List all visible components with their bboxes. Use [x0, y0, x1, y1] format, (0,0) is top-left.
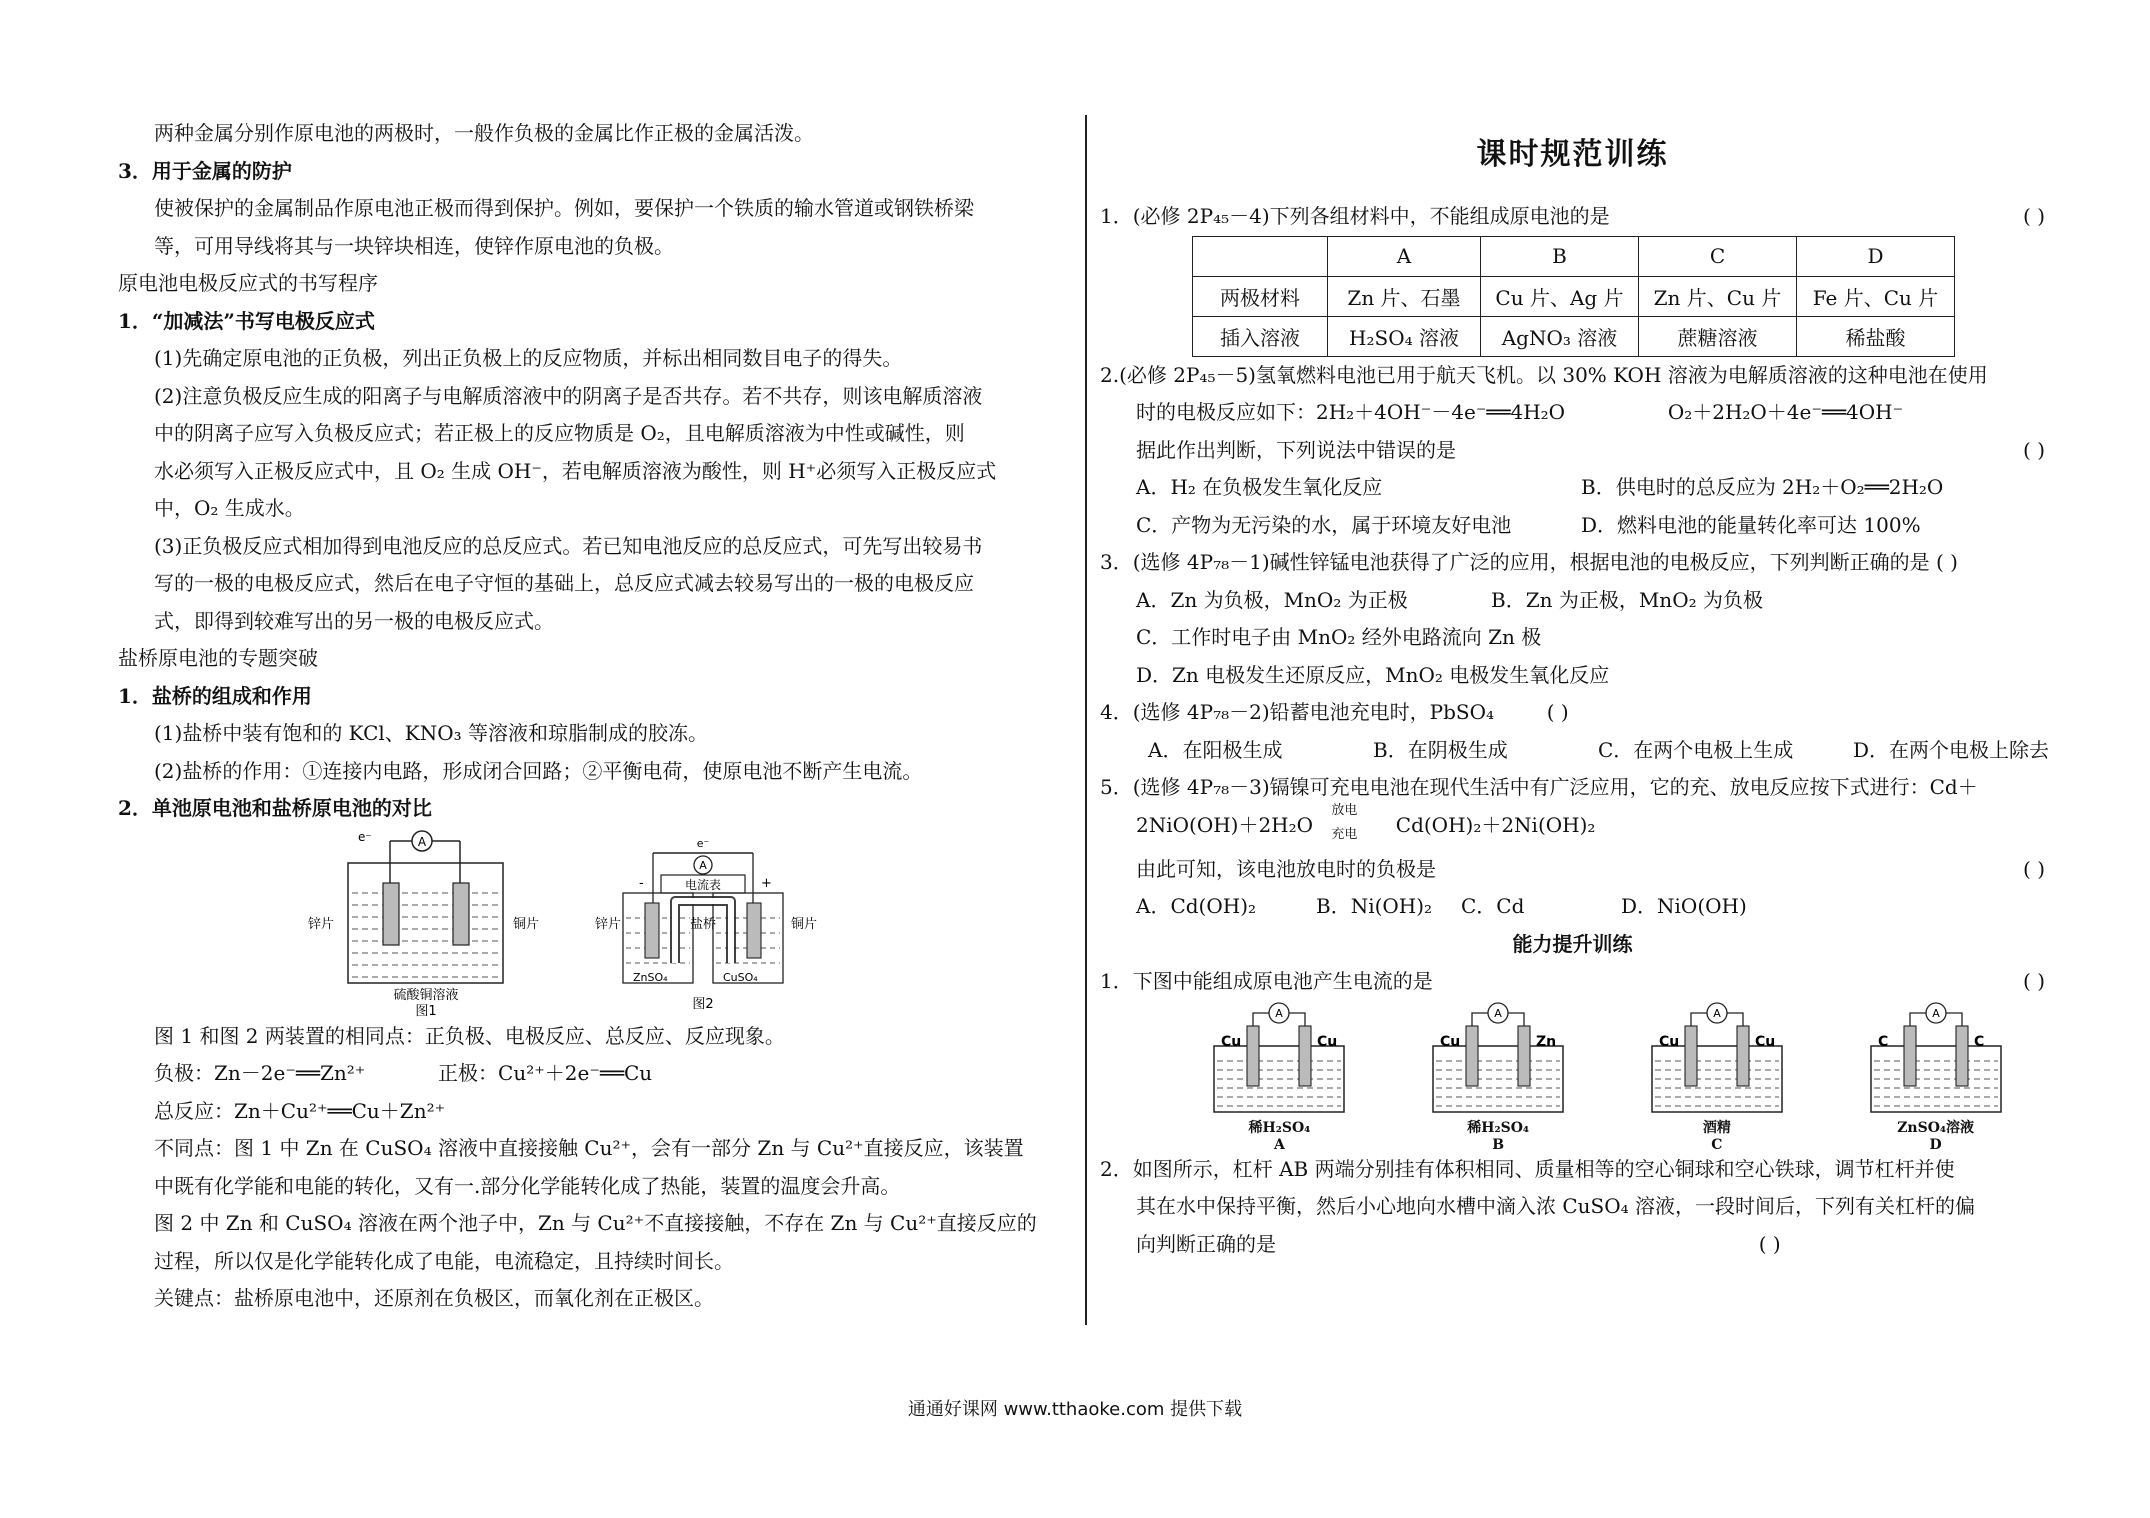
cell-diagram — [1199, 1001, 1359, 1116]
text-line: 等，可用导线将其与一块锌块相连，使锌作原电池的负极。 — [154, 233, 674, 258]
zinc-label: 锌片 — [308, 916, 335, 932]
question-3 — [1100, 544, 2045, 582]
text-line: 图 1 和图 2 两装置的相同点：正负极、电极反应、总反应、反应现象。 — [154, 1023, 785, 1048]
right-column — [1100, 120, 2050, 1263]
text-line: 不同点：图 1 中 Zn 在 CuSO₄ 溶液中直接接触 Cu²⁺，会有一部分 Zn 与 Cu²⁺直接反应，该装置 — [154, 1136, 1024, 1160]
table-cell: Zn 片、Cu 片 — [1639, 276, 1797, 316]
copper-label: 铜片 — [791, 916, 818, 932]
question-text: 向判断正确的是 — [1136, 1231, 1276, 1256]
page-title: 课时规范训练 — [1476, 137, 1669, 172]
option-c: C．在两个电极上生成 — [1598, 737, 1794, 762]
right-electrode-label: C — [1973, 1033, 1984, 1050]
section-title: 原电池电极反应式的书写程序 — [118, 271, 378, 295]
equation-line — [118, 1055, 1070, 1093]
zinc-electrode — [383, 883, 399, 945]
left-electrode-label: Cu — [1440, 1033, 1461, 1050]
option-c: C．产物为无污染的水，属于环境友好电池 — [1136, 512, 1512, 537]
ammeter-label: A — [1713, 1006, 1721, 1020]
question-text: 由此可知，该电池放电时的负极是 — [1136, 856, 1436, 881]
charge-label: 充电 — [1331, 826, 1358, 842]
column-divider — [1085, 115, 1087, 1325]
cell-option — [1199, 1001, 1359, 1151]
option-b: B．Ni(OH)₂ — [1316, 894, 1433, 918]
table-cell: C — [1639, 236, 1797, 276]
equation-right: Cd(OH)₂＋2Ni(OH)₂ — [1395, 812, 1596, 837]
cell-diagram — [1418, 1001, 1578, 1116]
option-c: C．Cd — [1461, 894, 1525, 918]
table-cell: Cu 片、Ag 片 — [1481, 276, 1639, 316]
option-a: A．H₂ 在负极发生氧化反应 — [1136, 475, 1383, 499]
table-cell: H₂SO₄ 溶液 — [1328, 316, 1481, 356]
copper-electrode — [453, 883, 469, 945]
text-line: 图 2 中 Zn 和 CuSO₄ 溶液在两个池子中，Zn 与 Cu²⁺不直接接触，不存在 Zn 与 Cu²⁺直接反应的 — [154, 1211, 1037, 1235]
equation-line — [1100, 802, 2045, 845]
plus-sign: + — [761, 875, 772, 891]
solution-label: 稀H₂SO₄ — [1248, 1119, 1311, 1136]
table-row — [1193, 276, 1955, 316]
right-electrode-label: Cu — [1754, 1033, 1776, 1050]
right-electrode-label: Cu — [1317, 1033, 1338, 1050]
question-text: 据此作出判断，下列说法中错误的是 — [1136, 437, 1456, 462]
figure-row — [118, 828, 1070, 1018]
practice-question-1 — [1100, 963, 2045, 1001]
cell-diagram — [308, 829, 908, 1019]
option-row — [1100, 582, 2045, 620]
text-line: (2)注意负极反应生成的阳离子与电解质溶液中的阴离子是否共存。若不共存，则该电解质溶液 — [154, 383, 983, 408]
solution-label: ZnSO₄溶液 — [1897, 1119, 1975, 1136]
text-line: 使被保护的金属制品作原电池正极而得到保护。例如，要保护一个铁质的输水管道或钢铁桥梁 — [154, 196, 974, 220]
answer-blank: ( ) — [2023, 969, 2045, 993]
electron-label: e⁻ — [696, 836, 710, 850]
ammeter-box-label: 电流表 — [684, 877, 722, 892]
text-line: (1)先确定原电池的正负极，列出正负极上的反应物质，并标出相同数目电子的得失。 — [154, 346, 903, 370]
answer-blank: ( ) — [2023, 204, 2045, 228]
answer-blank: ( ) — [2023, 437, 2045, 462]
figure-2 — [595, 837, 817, 1012]
answer-blank: ( ) — [1758, 1231, 1781, 1256]
question-5: 5．(选修 4P₇₈－3)镉镍可充电电池在现代生活中有广泛应用，它的充、放电反应按下式进行：Cd＋ — [1100, 775, 1978, 799]
option-letter: A — [1273, 1136, 1285, 1153]
negative-electrode-equation: 负极：Zn－2e⁻══Zn²⁺ — [154, 1061, 366, 1085]
table-cell: Fe 片、Cu 片 — [1797, 276, 1955, 316]
option-a: A．Cd(OH)₂ — [1136, 894, 1257, 918]
text-line: 写的一极的电极反应式，然后在电子守恒的基础上，总反应式减去较易写出的一极的电极反应 — [154, 571, 974, 595]
copper-label: 铜片 — [513, 916, 540, 932]
heading: 1．“加减法”书写电极反应式 — [118, 308, 375, 333]
option-d: D．燃料电池的能量转化率可达 100% — [1581, 512, 1921, 537]
cell-options-figure — [1100, 1001, 2045, 1151]
equation: O₂＋2H₂O＋4e⁻══4OH⁻ — [1667, 400, 1904, 424]
table-cell: AgNO₃ 溶液 — [1481, 316, 1639, 356]
left-column — [118, 115, 1070, 1318]
text-line: 中，O₂ 生成水。 — [154, 496, 305, 520]
zinc-label: 锌片 — [595, 916, 622, 932]
table-cell: D — [1797, 236, 1955, 276]
minus-sign: - — [639, 875, 644, 891]
table-cell — [1193, 236, 1328, 276]
option-d: D．NiO(OH) — [1621, 894, 1747, 918]
question-1 — [1100, 198, 2045, 236]
materials-table — [1192, 236, 1955, 357]
salt-bridge-label: 盐桥 — [689, 916, 717, 932]
answer-blank: ( ) — [1936, 550, 1958, 574]
heading: 1．盐桥的组成和作用 — [118, 683, 312, 708]
ammeter-label: A — [1275, 1006, 1284, 1020]
option-b: B．在阴极生成 — [1373, 737, 1508, 762]
text-line: (1)盐桥中装有饱和的 KCl、KNO₃ 等溶液和琼脂制成的胶冻。 — [154, 721, 709, 745]
question-line — [1100, 1226, 2045, 1264]
section-title: 能力提升训练 — [1512, 931, 1633, 956]
reversible-arrow — [1319, 802, 1389, 845]
question-line — [1100, 851, 2045, 889]
option-b: B．供电时的总反应为 2H₂＋O₂══2H₂O — [1581, 475, 1944, 499]
cell-option — [1418, 1001, 1578, 1151]
question-line — [1100, 432, 2045, 470]
table-cell: Zn 片、石墨 — [1328, 276, 1481, 316]
cell-diagram — [1637, 1001, 1797, 1116]
practice-question-2: 2．如图所示，杠杆 AB 两端分别挂有体积相同、质量相等的空心铜球和空心铁球，调节杠杆并使 — [1100, 1156, 1955, 1181]
option-a: A．Zn 为负极，MnO₂ 为正极 — [1136, 587, 1408, 612]
option-row — [1100, 732, 2050, 770]
option-row — [1100, 507, 2045, 545]
footer-credit: 通通好课网 www.tthaoke.com 提供下载 — [907, 1399, 1243, 1420]
answer-blank: ( ) — [1546, 700, 1569, 724]
table-cell: B — [1481, 236, 1639, 276]
option-letter: C — [1711, 1136, 1723, 1153]
cell-option — [1856, 1001, 2016, 1151]
heading: 2．单池原电池和盐桥原电池的对比 — [118, 796, 432, 820]
question-text: 3．(选修 4P₇₈－1)碱性锌锰电池获得了广泛的应用，根据电池的电极反应，下列判断正确的是 — [1100, 550, 1930, 574]
question-text: 1．(必修 2P₄₅－4)下列各组材料中，不能组成原电池的是 — [1100, 204, 1610, 228]
cuso4-label: CuSO₄ — [723, 970, 758, 984]
heading: 3．用于金属的防护 — [118, 158, 292, 183]
left-electrode-label: Cu — [1221, 1033, 1242, 1050]
option-row — [1100, 469, 2045, 507]
table-cell: A — [1328, 236, 1481, 276]
figure-1 — [308, 830, 539, 1019]
text-line: 中的阴离子应写入负极反应式；若正极上的反应物质是 O₂，且电解质溶液为中性或碱性，则 — [154, 421, 965, 445]
equation: 时的电极反应如下：2H₂＋4OH⁻－4e⁻══4H₂O — [1136, 400, 1566, 424]
salt-bridge — [675, 901, 731, 963]
question-text: 1．下图中能组成原电池产生电流的是 — [1100, 969, 1433, 993]
section-title: 盐桥原电池的专题突破 — [118, 646, 318, 670]
option-a: A．在阳极生成 — [1148, 737, 1283, 762]
znso4-label: ZnSO₄ — [633, 970, 668, 984]
option-row — [1100, 888, 2045, 926]
table-cell: 插入溶液 — [1193, 316, 1328, 356]
option-c: C．工作时电子由 MnO₂ 经外电路流向 Zn 极 — [1136, 625, 1542, 649]
text-line: 其在水中保持平衡，然后小心地向水槽中滴入浓 CuSO₄ 溶液，一段时间后，下列有关杠杆的偏 — [1136, 1194, 1976, 1218]
ammeter-label: A — [1494, 1006, 1502, 1020]
option-d: D．Zn 电极发生还原反应，MnO₂ 电极发生氧化反应 — [1136, 662, 1610, 687]
ammeter-label: A — [1931, 1006, 1940, 1020]
text-line: (2)盐桥的作用：①连接内电路，形成闭合回路；②平衡电荷，使原电池不断产生电流。 — [154, 758, 923, 783]
cell-option — [1637, 1001, 1797, 1151]
text-line: 式，即得到较难写出的另一极的电极反应式。 — [154, 608, 554, 633]
overall-equation: 总反应：Zn＋Cu²⁺══Cu＋Zn²⁺ — [154, 1098, 446, 1123]
table-cell: 两极材料 — [1193, 276, 1328, 316]
equation-left: 2NiO(OH)＋2H₂O — [1136, 812, 1314, 837]
text-line: 两种金属分别作原电池的两极时，一般作负极的金属比作正极的金属活泼。 — [154, 121, 814, 145]
solution-label: 稀H₂SO₄ — [1467, 1119, 1530, 1136]
right-electrode-label: Zn — [1536, 1033, 1557, 1050]
ammeter-label: A — [699, 858, 707, 872]
text-line: 过程，所以仅是化学能转化成了电能，电流稳定，且持续时间长。 — [154, 1248, 734, 1273]
figure-1-caption: 图1 — [415, 1003, 437, 1019]
figure-2-caption: 图2 — [692, 996, 714, 1012]
option-letter: D — [1929, 1136, 1942, 1153]
left-electrode-label: C — [1877, 1033, 1888, 1050]
ammeter-label: A — [417, 834, 427, 849]
question-text: 4．(选修 4P₇₈－2)铅蓄电池充电时，PbSO₄ — [1100, 700, 1495, 724]
text-line: 中既有化学能和电能的转化，又有一.部分化学能转化成了热能，装置的温度会升高。 — [154, 1173, 901, 1198]
table-header-row — [1193, 236, 1955, 276]
text-line: (3)正负极反应式相加得到电池反应的总反应式。若已知电池反应的总反应式，可先写出较易书 — [154, 533, 983, 558]
positive-electrode-equation: 正极：Cu²⁺＋2e⁻══Cu — [438, 1061, 653, 1085]
answer-blank: ( ) — [2023, 856, 2045, 881]
option-b: B．Zn 为正极，MnO₂ 为负极 — [1491, 587, 1763, 612]
discharge-label: 放电 — [1331, 802, 1358, 818]
option-letter: B — [1492, 1136, 1505, 1153]
left-electrode-label: Cu — [1658, 1033, 1680, 1050]
cell-diagram — [1856, 1001, 2016, 1116]
question-4 — [1100, 694, 2045, 732]
electron-label: e⁻ — [358, 829, 372, 844]
option-d: D．在两个电极上除去 — [1853, 737, 2050, 762]
equation-line — [1100, 394, 2045, 432]
text-line: 水必须写入正极反应式中，且 O₂ 生成 OH⁻，若电解质溶液为酸性，则 H⁺必须写入正极反应式 — [154, 458, 997, 483]
question-2: 2.(必修 2P₄₅－5)氢氧燃料电池已用于航天飞机。以 30% KOH 溶液为电解质溶液的这种电池在使用 — [1100, 362, 1988, 387]
text-line: 关键点：盐桥原电池中，还原剂在负极区，而氧化剂在正极区。 — [154, 1286, 714, 1310]
table-cell: 稀盐酸 — [1797, 316, 1955, 356]
solution-label: 酒精 — [1702, 1119, 1731, 1136]
table-cell: 蔗糖溶液 — [1639, 316, 1797, 356]
solution-label: 硫酸铜溶液 — [393, 987, 459, 1003]
table-row — [1193, 316, 1955, 356]
